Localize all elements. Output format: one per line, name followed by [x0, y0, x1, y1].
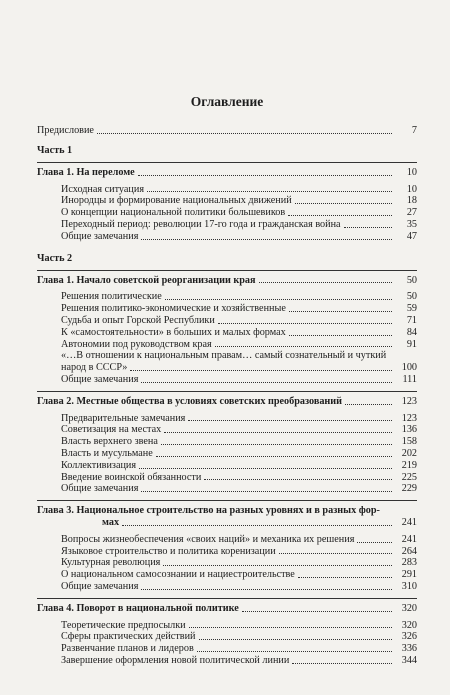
entry-page: 320	[401, 602, 417, 614]
dot-leader	[279, 553, 392, 554]
toc-entry[interactable]	[37, 546, 417, 558]
entry-label: Общие замечания	[61, 483, 139, 495]
entry-label: О национальном самосознании и нациестроительстве	[61, 569, 295, 581]
entry-page: 202	[401, 447, 417, 459]
toc-entry[interactable]	[37, 620, 417, 632]
toc-entry-chapter[interactable]	[37, 275, 417, 287]
entry-label-line2: народ в СССР»	[61, 362, 128, 374]
entry-page: 158	[401, 436, 417, 448]
entry-page: 326	[401, 631, 417, 643]
dot-leader	[204, 479, 392, 480]
dot-leader	[288, 215, 392, 216]
entry-page: 111	[402, 373, 417, 385]
toc-entry[interactable]	[37, 219, 417, 231]
entry-page: 10	[406, 166, 417, 178]
dot-leader	[141, 382, 392, 383]
entry-page: 27	[406, 207, 417, 219]
entry-page: 344	[401, 654, 417, 666]
toc-entry[interactable]	[37, 195, 417, 207]
toc-entry[interactable]	[37, 413, 417, 425]
entry-label: Глава 1. Начало советской реорганизации края	[37, 274, 256, 286]
toc-entry[interactable]	[37, 315, 417, 327]
entry-label: Общие замечания	[61, 580, 139, 592]
dot-leader	[156, 456, 392, 457]
dot-leader	[130, 370, 392, 371]
dot-leader	[122, 525, 392, 526]
toc-entry-preface[interactable]	[37, 125, 417, 137]
toc-entry[interactable]	[37, 655, 417, 667]
entry-page: 91	[406, 338, 417, 350]
divider	[37, 270, 417, 271]
entry-page: 219	[401, 459, 417, 471]
dot-leader	[289, 311, 392, 312]
entry-label: Введение воинской обязанности	[61, 471, 202, 483]
dot-leader	[215, 346, 392, 347]
entry-label: Коллективизация	[61, 459, 137, 471]
divider	[37, 162, 417, 163]
entry-label: Власть и мусульмане	[61, 447, 153, 459]
dot-leader	[259, 282, 392, 283]
dot-leader	[298, 577, 392, 578]
toc-entry[interactable]	[37, 557, 417, 569]
dot-leader	[163, 565, 392, 566]
dot-leader	[344, 227, 392, 228]
entry-label: Глава 2. Местные общества в условиях советских преобразований	[37, 395, 343, 407]
toc-entry[interactable]	[37, 184, 417, 196]
divider	[37, 500, 417, 501]
dot-leader	[139, 468, 392, 469]
entry-page: 310	[401, 580, 417, 592]
toc-entry[interactable]	[37, 231, 417, 243]
entry-page: 123	[401, 412, 417, 424]
toc-entry[interactable]	[37, 339, 417, 351]
entry-label: Инородцы и формирование национальных движений	[61, 195, 292, 207]
entry-label: Языковое строительство и политика коренизации	[61, 545, 276, 557]
divider	[37, 391, 417, 392]
entry-label: Общие замечания	[61, 230, 139, 242]
entry-label: Общие замечания	[61, 373, 139, 385]
entry-label: Завершение оформления новой политической линии	[61, 654, 290, 666]
dot-leader	[141, 589, 392, 590]
entry-page: 84	[406, 326, 417, 338]
toc-entry[interactable]	[37, 424, 417, 436]
dot-leader	[292, 663, 392, 664]
dot-leader	[97, 133, 392, 134]
toc-entry-chapter[interactable]	[37, 603, 417, 615]
toc-entry[interactable]	[37, 534, 417, 546]
entry-page: 18	[406, 195, 417, 207]
toc-entry[interactable]	[37, 472, 417, 484]
dot-leader	[147, 191, 392, 192]
entry-label-line2: мах	[102, 516, 120, 528]
toc-entry[interactable]	[37, 374, 417, 386]
dot-leader	[164, 432, 392, 433]
entry-label: Развенчание планов и лидеров	[61, 643, 194, 655]
entry-label: Глава 1. На переломе	[37, 166, 135, 178]
entry-label: Вопросы жизнеобеспечения «своих наций» и механика их решения	[61, 533, 355, 545]
dot-leader	[189, 627, 392, 628]
entry-label: Предварительные замечания	[61, 412, 186, 424]
dot-leader	[242, 611, 392, 612]
toc-entry-chapter[interactable]	[37, 167, 417, 179]
part-1-title: Часть 1	[37, 144, 73, 156]
entry-page: 7	[411, 125, 417, 136]
dot-leader	[199, 639, 393, 640]
toc-entry[interactable]	[37, 483, 417, 495]
entry-page: 123	[401, 395, 417, 407]
dot-leader	[188, 420, 392, 421]
entry-page: 50	[406, 291, 417, 303]
entry-label: Решения политико-экономические и хозяйственные	[61, 303, 286, 315]
entry-page: 59	[406, 303, 417, 315]
toc-entry[interactable]	[37, 436, 417, 448]
toc-entry[interactable]	[37, 460, 417, 472]
entry-label: К «самостоятельности» в больших и малых формах	[61, 326, 286, 338]
dot-leader	[165, 299, 392, 300]
toc-entry[interactable]	[37, 291, 417, 303]
entry-label: Автономии под руководством края	[61, 338, 212, 350]
entry-page: 241	[401, 533, 417, 545]
dot-leader	[289, 335, 392, 336]
entry-page: 50	[406, 274, 417, 286]
dot-leader	[138, 175, 392, 176]
toc-title: Оглавление	[190, 94, 264, 109]
toc-entry[interactable]	[37, 569, 417, 581]
entry-page: 10	[406, 183, 417, 195]
entry-page: 136	[401, 424, 417, 436]
toc-entry[interactable]	[37, 581, 417, 593]
divider	[37, 598, 417, 599]
table-of-contents	[37, 94, 417, 667]
entry-label: Власть верхнего звена	[61, 436, 158, 448]
entry-label: О концепции национальной политики большевиков	[61, 207, 286, 219]
entry-label-line1: «…В отношении к национальным правам… самый сознательный и чуткий	[61, 350, 387, 362]
toc-entry-chapter-wrapped[interactable]	[37, 505, 417, 529]
toc-entry[interactable]	[37, 643, 417, 655]
entry-page: 71	[406, 314, 417, 326]
dot-leader	[345, 404, 392, 405]
entry-label: Решения политические	[61, 291, 162, 303]
entry-page: 47	[406, 230, 417, 242]
entry-page: 264	[401, 545, 417, 557]
dot-leader	[295, 203, 392, 204]
entry-page: 225	[401, 471, 417, 483]
dot-leader	[357, 542, 392, 543]
entry-label: Глава 4. Поворот в национальной политике	[37, 602, 239, 614]
entry-label-line1: Глава 3. Национальное строительство на разных уровнях и в разных фор-	[37, 505, 380, 517]
entry-label: Советизация на местах	[61, 424, 162, 436]
toc-entry[interactable]	[37, 207, 417, 219]
toc-entry[interactable]	[37, 631, 417, 643]
entry-label: Переходный период: революции 17-го года и гражданская война	[61, 218, 341, 230]
toc-entry-chapter[interactable]	[37, 396, 417, 408]
entry-page: 229	[401, 483, 417, 495]
entry-page: 35	[406, 218, 417, 230]
entry-label: Исходная ситуация	[61, 183, 145, 195]
toc-entry-wrapped[interactable]	[37, 350, 417, 374]
entry-label: Предисловие	[37, 125, 94, 136]
entry-page: 320	[401, 619, 417, 631]
toc-entry[interactable]	[37, 448, 417, 460]
dot-leader	[197, 651, 392, 652]
entry-label: Сферы практических действий	[61, 631, 196, 643]
entry-page: 100	[401, 362, 417, 374]
entry-page: 283	[401, 557, 417, 569]
toc-entry[interactable]	[37, 303, 417, 315]
entry-label: Культурная революция	[61, 557, 161, 569]
entry-label: Судьба и опыт Горской Республики	[61, 314, 215, 326]
entry-label: Теоретические предпосылки	[61, 619, 186, 631]
dot-leader	[218, 323, 392, 324]
part-2-title: Часть 2	[37, 252, 73, 264]
dot-leader	[141, 491, 392, 492]
entry-page: 336	[401, 643, 417, 655]
entry-page: 241	[401, 516, 417, 528]
toc-entry[interactable]	[37, 327, 417, 339]
entry-page: 291	[401, 569, 417, 581]
dot-leader	[141, 239, 392, 240]
dot-leader	[161, 444, 392, 445]
